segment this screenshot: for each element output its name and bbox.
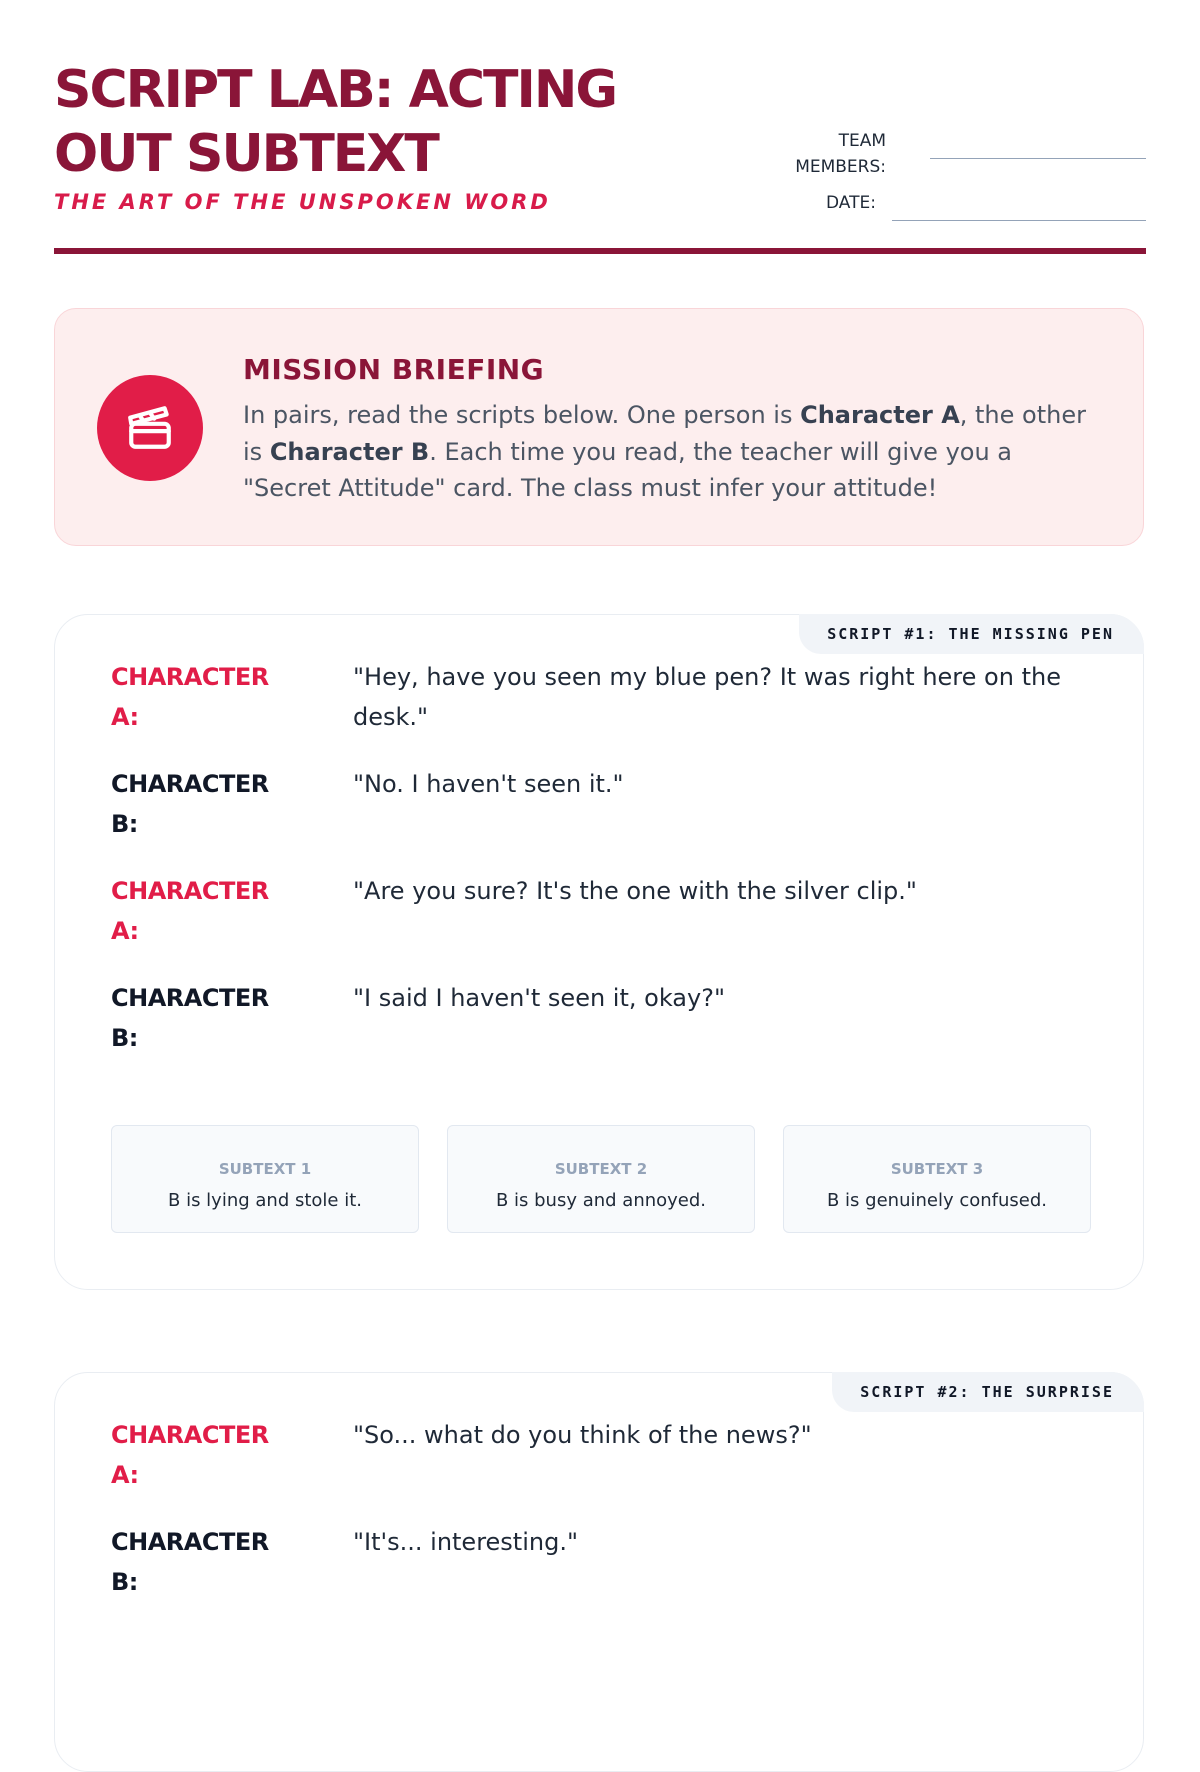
worksheet-header bbox=[54, 0, 1146, 254]
speaker-label: CHARACTER B: bbox=[111, 984, 269, 1052]
dialogue-text: "No. I haven't seen it." bbox=[353, 770, 624, 798]
date-field[interactable] bbox=[892, 220, 1146, 221]
speaker-label: CHARACTER B: bbox=[111, 1528, 269, 1596]
dialogue-text: "It's... interesting." bbox=[353, 1528, 578, 1556]
worksheet-page bbox=[54, 0, 1146, 1596]
script-tag: SCRIPT #1: THE MISSING PEN bbox=[799, 614, 1144, 654]
script-card bbox=[54, 614, 1144, 1290]
subtext-card[interactable] bbox=[447, 1125, 755, 1233]
team-members-field[interactable] bbox=[930, 158, 1146, 159]
date-label: DATE: bbox=[826, 193, 876, 213]
dialogue-text: "So... what do you think of the news?" bbox=[353, 1421, 812, 1449]
page-title: SCRIPT LAB: ACTING OUT SUBTEXT bbox=[54, 60, 617, 184]
dialogue-text: "I said I haven't seen it, okay?" bbox=[353, 984, 725, 1012]
mission-briefing bbox=[54, 308, 1144, 546]
dialogue-text: "Are you sure? It's the one with the silver clip." bbox=[353, 877, 917, 905]
speaker-label: CHARACTER A: bbox=[111, 663, 269, 731]
mission-text-part: . Each time you read, the teacher will give you a "Secret Attitude" card. The class must infer your attitude! bbox=[243, 437, 1013, 502]
subtext-value: B is busy and annoyed. bbox=[495, 1190, 707, 1211]
subtext-label: SUBTEXT 2 bbox=[554, 1160, 648, 1178]
mission-text bbox=[243, 397, 1103, 507]
team-members-label: TEAM MEMBERS: bbox=[795, 131, 886, 177]
speaker-label: CHARACTER A: bbox=[111, 1421, 269, 1489]
subtext-card[interactable] bbox=[783, 1125, 1091, 1233]
subtext-value: B is lying and stole it. bbox=[168, 1190, 362, 1211]
speaker-label: CHARACTER B: bbox=[111, 770, 269, 838]
mission-text-part: In pairs, read the scripts below. One person is bbox=[243, 401, 801, 429]
character-b-term: Character B bbox=[269, 437, 430, 466]
clapperboard-icon bbox=[97, 375, 203, 481]
mission-title: MISSION BRIEFING bbox=[243, 353, 545, 386]
script-tag: SCRIPT #2: THE SURPRISE bbox=[832, 1372, 1144, 1412]
header-divider bbox=[54, 248, 1146, 254]
student-info bbox=[774, 128, 1146, 213]
character-a-term: Character A bbox=[800, 401, 960, 429]
mission-text-part: , the other is bbox=[243, 401, 1086, 466]
subtext-value: B is genuinely confused. bbox=[826, 1190, 1047, 1211]
team-members-row bbox=[774, 128, 1146, 184]
subtext-label: SUBTEXT 3 bbox=[890, 1160, 984, 1178]
speaker-label: CHARACTER A: bbox=[111, 877, 269, 945]
script-card bbox=[54, 1372, 1144, 1772]
page-subtitle: THE ART OF THE UNSPOKEN WORD bbox=[54, 190, 551, 214]
subtext-card[interactable] bbox=[111, 1125, 419, 1233]
subtext-label: SUBTEXT 1 bbox=[218, 1160, 312, 1178]
dialogue-text: "Hey, have you seen my blue pen? It was right here on the desk." bbox=[353, 663, 1061, 731]
subtext-options bbox=[111, 1125, 1091, 1235]
